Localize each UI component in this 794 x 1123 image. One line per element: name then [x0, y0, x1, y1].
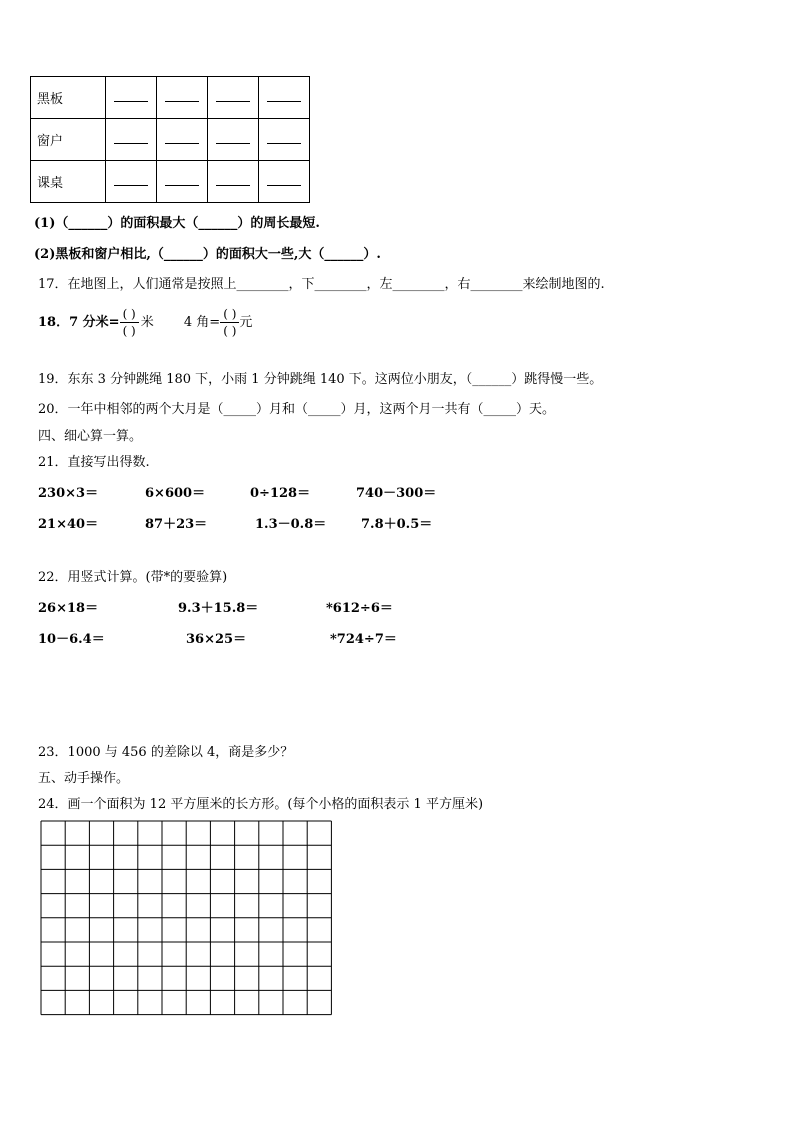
q18-line [38, 308, 252, 337]
q21-item-5: 21×40＝ [38, 517, 99, 532]
q22-item-6: *724÷7＝ [330, 632, 397, 647]
q22-item-2: 9.3＋15.8＝ [178, 601, 259, 616]
q22-item-3: *612÷6＝ [326, 601, 393, 616]
answer-blank[interactable] [114, 89, 148, 102]
answer-cell[interactable] [259, 77, 310, 119]
row-label: 窗户 [31, 119, 106, 161]
q22-item-1: 26×18＝ [38, 601, 99, 616]
answer-cell[interactable] [106, 77, 157, 119]
answer-blank[interactable] [114, 173, 148, 186]
row-label: 课桌 [31, 161, 106, 203]
section-4-title: 四、细心算一算。 [38, 429, 143, 444]
q18-fraction-2 [220, 308, 239, 337]
answer-blank[interactable] [165, 89, 199, 102]
q18-fraction-2-denominator: ( ) [223, 324, 237, 338]
q21-item-4: 740－300＝ [356, 486, 437, 501]
answer-cell[interactable] [157, 77, 208, 119]
answer-blank[interactable] [216, 173, 250, 186]
q16-line1: (1)（______）的面积最大（______）的周长最短. [34, 216, 320, 231]
q18-prefix: 18．7 分米= [38, 315, 120, 330]
q21-title: 21．直接写出得数. [38, 455, 150, 470]
table-row [31, 77, 310, 119]
answer-cell[interactable] [106, 161, 157, 203]
answer-blank[interactable] [216, 131, 250, 144]
q18-mid: 4 角= [183, 315, 221, 330]
answer-cell[interactable] [106, 119, 157, 161]
answer-blank[interactable] [216, 89, 250, 102]
answer-cell[interactable] [157, 119, 208, 161]
q21-item-8: 7.8＋0.5＝ [361, 517, 433, 532]
q21-item-7: 1.3－0.8＝ [255, 517, 327, 532]
q18-fraction-1-numerator: ( ) [120, 308, 139, 323]
q20-text: 20．一年中相邻的两个大月是（_____）月和（_____）月，这两个月一共有（_____）天。 [38, 402, 556, 417]
answer-blank[interactable] [114, 131, 148, 144]
answer-cell[interactable] [259, 119, 310, 161]
q18-unit-2: 元 [239, 315, 253, 330]
q24-text: 24．画一个面积为 12 平方厘米的长方形。(每个小格的面积表示 1 平方厘米) [38, 797, 484, 812]
table-row [31, 161, 310, 203]
answer-blank[interactable] [165, 173, 199, 186]
row-label: 黑板 [31, 77, 106, 119]
q18-fraction-2-numerator: ( ) [220, 308, 239, 323]
q22-item-4: 10－6.4＝ [38, 632, 105, 647]
answer-blank[interactable] [165, 131, 199, 144]
q21-item-2: 6×600＝ [145, 486, 206, 501]
q21-item-1: 230×3＝ [38, 486, 99, 501]
answer-cell[interactable] [208, 161, 259, 203]
answer-cell[interactable] [259, 161, 310, 203]
q22-title: 22．用竖式计算。(带*的要验算) [38, 570, 228, 585]
answer-blank[interactable] [267, 131, 301, 144]
answer-cell[interactable] [208, 119, 259, 161]
q18-fraction-1 [120, 308, 139, 337]
answer-cell[interactable] [208, 77, 259, 119]
q23-text: 23．1000 与 456 的差除以 4，商是多少？ [38, 745, 294, 760]
q22-item-5: 36×25＝ [186, 632, 247, 647]
q18-unit-1: 米 [140, 315, 154, 330]
square-grid[interactable] [40, 820, 332, 1020]
answer-blank[interactable] [267, 173, 301, 186]
q19-text: 19．东东 3 分钟跳绳 180 下，小雨 1 分钟跳绳 140 下。这两位小朋友，（______）跳得慢一些。 [38, 372, 603, 387]
answer-blank[interactable] [267, 89, 301, 102]
table-row [31, 119, 310, 161]
q17-text: 17．在地图上，人们通常是按照上________，下________，左________，右________来绘制地图的. [38, 277, 605, 292]
q21-item-3: 0÷128＝ [250, 486, 311, 501]
shape-table [30, 76, 310, 203]
q18-fraction-1-denominator: ( ) [122, 324, 136, 338]
answer-cell[interactable] [157, 161, 208, 203]
q21-item-6: 87＋23＝ [145, 517, 208, 532]
q16-line2: (2)黑板和窗户相比,（______）的面积大一些,大（______）. [34, 247, 381, 262]
section-5-title: 五、动手操作。 [38, 771, 130, 786]
